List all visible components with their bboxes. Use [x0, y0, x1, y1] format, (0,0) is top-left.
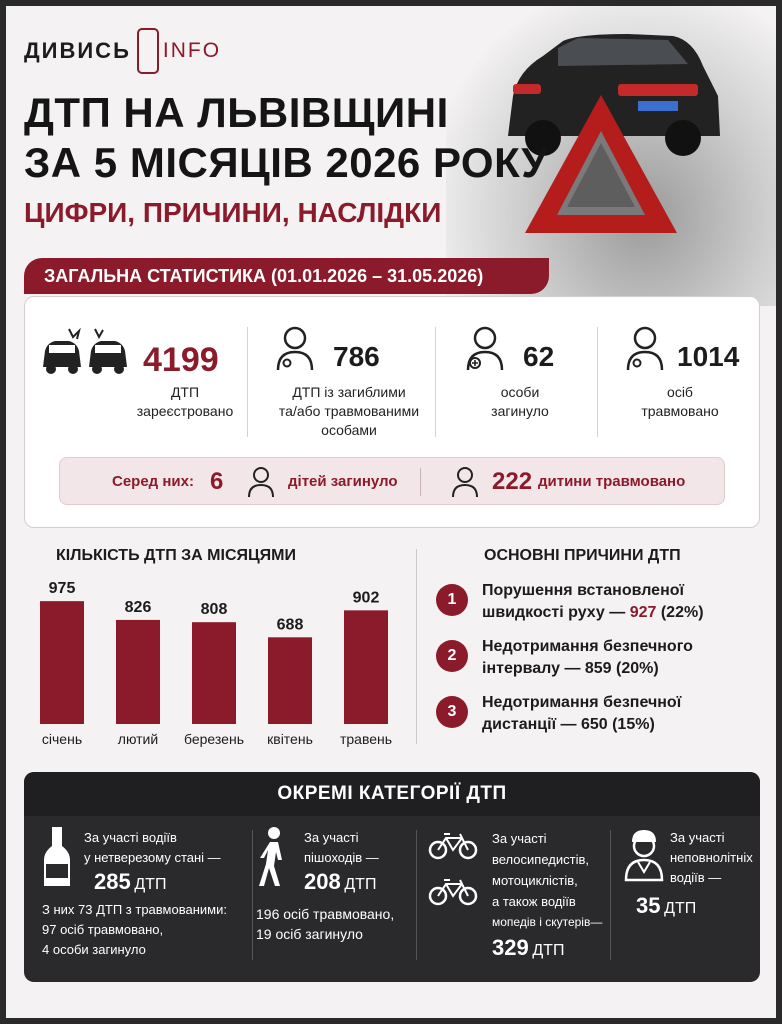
injured-value: 1014: [677, 341, 740, 372]
cause-text: інтервалу — 859 (20%): [482, 660, 659, 677]
causes-heading: ОСНОВНІ ПРИЧИНИ ДТП: [484, 547, 681, 564]
bar-березень: [192, 622, 236, 724]
children-injured-value: 222: [492, 468, 533, 495]
bar-травень: [344, 610, 388, 724]
pedestrians-category: За участі пішоходів — 208 ДТП: [304, 830, 379, 894]
general-stats-heading: ЗАГАЛЬНА СТАТИСТИКА (01.01.2026 – 31.05.2026): [24, 258, 549, 294]
pedestrians-details: 196 осіб травмовано, 19 осіб загинуло: [256, 906, 395, 942]
total-crashes-icon: [39, 327, 131, 377]
cause-number: 2: [436, 640, 468, 672]
injured-label: осіб травмовано: [641, 384, 719, 419]
casualty-crashes-label: ДТП із загиблими та/або травмованими особами: [278, 384, 420, 438]
children-killed-value: 6: [210, 468, 224, 495]
brand-logo: [24, 28, 221, 74]
bar-лютий: [116, 620, 160, 724]
children-injured-label: дитини травмовано: [538, 473, 686, 490]
child-icon: [450, 466, 480, 498]
cyclists-unit: ДТП: [532, 942, 565, 959]
cause-pct: (22%): [660, 604, 704, 621]
monthly-chart-heading: КІЛЬКІСТЬ ДТП ЗА МІСЯЦЯМИ: [56, 547, 297, 564]
page-title: [24, 88, 548, 188]
children-killed-label: дітей загинуло: [288, 473, 398, 490]
drunk-details: З них 73 ДТП з травмованими: 97 осіб травмовано, 4 особи загинуло: [42, 902, 227, 957]
drunk-value: 285: [94, 869, 131, 894]
phone-icon: [137, 28, 159, 74]
stat-divider: [597, 327, 598, 437]
killed-value: 62: [523, 341, 555, 372]
cause-text: Порушення встановленої: [482, 582, 684, 599]
cause-item-2: [436, 636, 752, 680]
bar-value-label: 975: [48, 580, 76, 598]
bar-value-label: 808: [200, 601, 228, 619]
bar-category-label: лютий: [117, 731, 159, 747]
among-divider: [420, 468, 421, 496]
bar-value-label: 902: [352, 589, 380, 607]
cause-item-3: [436, 692, 752, 736]
cyclists-category: За участі велосипедистів, мотоциклістів, а також водіїв мопедів і скутерів— 329 ДТП: [492, 831, 603, 960]
category-divider: [252, 830, 253, 960]
bicycle-icon: [428, 876, 478, 906]
categories-panel: [24, 772, 760, 982]
pedestrian-icon: [256, 826, 290, 888]
monthly-chart: [24, 576, 404, 751]
brand-suffix: INFO: [162, 39, 222, 62]
cause-text: швидкості руху —: [482, 604, 630, 621]
stat-divider: [435, 327, 436, 437]
killed-label: особи загинуло: [491, 384, 549, 419]
stat-divider: [247, 327, 248, 437]
cause-number: 3: [436, 696, 468, 728]
minors-unit: ДТП: [664, 900, 697, 917]
total-crashes-label: ДТП зареєстровано: [136, 384, 234, 419]
bar-category-label: березень: [184, 731, 244, 747]
cause-text: дистанції — 650 (15%): [482, 716, 655, 733]
bar-січень: [40, 601, 84, 724]
cause-number: 1: [436, 584, 468, 616]
page-subtitle: ЦИФРИ, ПРИЧИНИ, НАСЛІДКИ: [24, 197, 442, 228]
brand-name: ДИВИСЬ: [24, 38, 131, 63]
cause-text: Недотримання безпечної: [482, 694, 682, 711]
bicycle-icon: [428, 830, 478, 860]
bottle-icon: [42, 826, 72, 888]
title-line-2: ЗА 5 МІСЯЦІВ 2026 РОКУ: [24, 139, 548, 186]
cyclists-value: 329: [492, 935, 529, 960]
pedestrians-value: 208: [304, 869, 341, 894]
category-divider: [416, 830, 417, 960]
bar-category-label: травень: [339, 731, 393, 747]
person-icon: [275, 325, 315, 371]
section-divider: [416, 549, 417, 744]
cause-value: 927: [629, 604, 657, 621]
child-icon: [246, 466, 276, 498]
minors-total: [636, 893, 697, 919]
category-divider: [610, 830, 611, 960]
drunk-unit: ДТП: [134, 876, 167, 893]
cause-text: Недотримання безпечного: [482, 638, 693, 655]
bar-category-label: квітень: [267, 731, 313, 747]
total-crashes-value: 4199: [143, 341, 219, 379]
pedestrians-unit: ДТП: [344, 876, 377, 893]
minors-value: 35: [636, 893, 661, 918]
bar-category-label: січень: [41, 731, 83, 747]
children-stats-bar: [59, 457, 725, 505]
teen-driver-icon: [624, 828, 664, 882]
casualty-crashes-value: 786: [333, 341, 380, 372]
title-line-1: ДТП НА ЛЬВІВЩИНІ: [24, 89, 449, 136]
cause-item-1: [436, 580, 752, 624]
person-icon: [465, 325, 505, 371]
person-icon: [625, 325, 665, 371]
drunk-category: За участі водіїв у нетверезому стані — 285 ДТП: [84, 830, 221, 894]
bar-квітень: [268, 637, 312, 724]
general-stats-panel: [24, 296, 760, 528]
categories-heading: ОКРЕМІ КАТЕГОРІЇ ДТП: [24, 772, 760, 816]
minors-category: За участі неповнолітніх водіїв —: [670, 830, 753, 885]
among-label: Серед них:: [112, 473, 194, 490]
bar-value-label: 688: [276, 616, 304, 634]
bar-value-label: 826: [124, 598, 152, 616]
